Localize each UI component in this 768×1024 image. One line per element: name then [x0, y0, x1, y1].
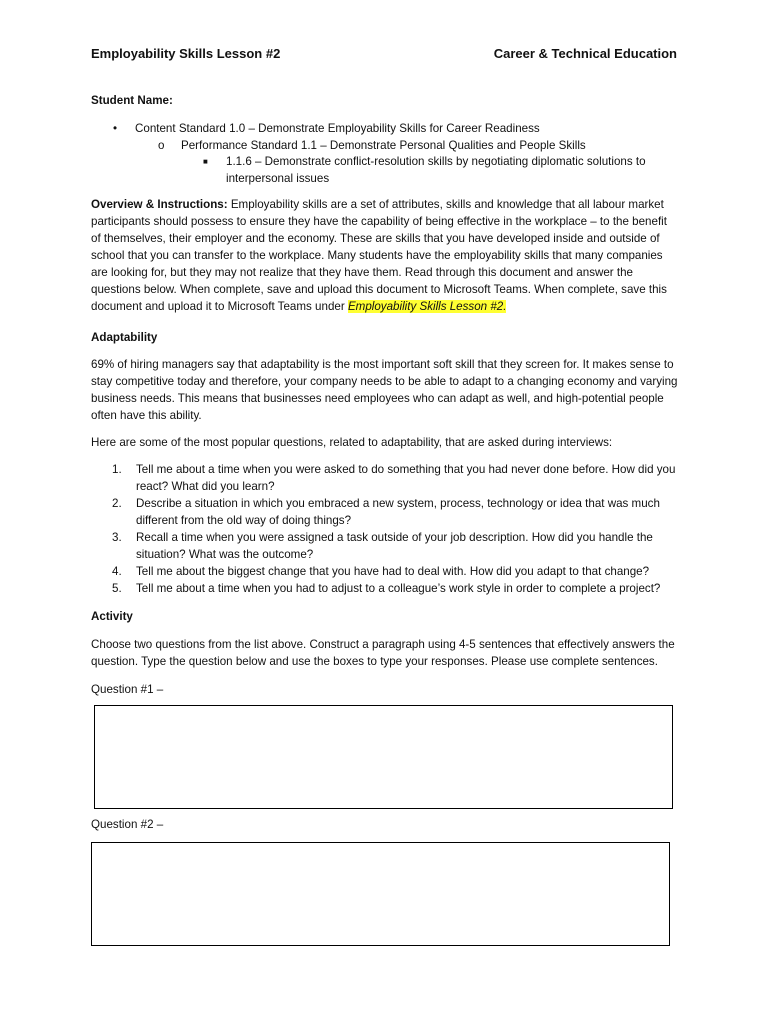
circle-bullet-icon: o	[158, 138, 165, 152]
question-text: Describe a situation in which you embraced a new system, process, technology or idea that was much different from the old way of doing things?	[136, 497, 660, 527]
content-standard-text: Content Standard 1.0 – Demonstrate Employability Skills for Career Readiness	[135, 122, 540, 135]
list-number: 5.	[112, 582, 122, 595]
bullet-icon: •	[113, 122, 118, 135]
overview-paragraph	[91, 196, 678, 315]
list-number: 3.	[112, 531, 122, 544]
content-standard	[91, 121, 681, 138]
activity-heading: Activity	[91, 610, 133, 623]
question-2-response-box[interactable]	[91, 842, 670, 946]
adaptability-heading: Adaptability	[91, 331, 158, 344]
square-bullet-icon: ■	[203, 157, 208, 166]
list-item	[91, 529, 681, 563]
question-text: Tell me about a time when you had to adjust to a colleague’s work style in order to complete a project?	[136, 582, 661, 595]
sub-standard-line2: interpersonal issues	[226, 171, 330, 185]
list-number: 2.	[112, 497, 122, 510]
list-item	[91, 495, 681, 529]
sub-standard	[91, 154, 681, 187]
department-title: Career & Technical Education	[493, 46, 677, 61]
performance-standard-text: Performance Standard 1.1 – Demonstrate Personal Qualities and People Skills	[181, 138, 586, 152]
adaptability-paragraph: 69% of hiring managers say that adaptability is the most important soft skill that they screen for. It makes sense to stay competitive today and therefore, your company needs to be able to adapt to a changing economy and varying business needs. This means that businesses need employees who can adapt as well, and high-potential people often have this ability.	[91, 358, 678, 422]
question-2-label: Question #2 –	[91, 818, 164, 831]
activity-paragraph: Choose two questions from the list above. Construct a paragraph using 4-5 sentences that effectively answers the question. Type the question below and use the boxes to type your responses. Please use complete sentences.	[91, 638, 675, 668]
student-name-label: Student Name:	[91, 94, 173, 107]
question-1-label: Question #1 –	[91, 683, 164, 696]
question-1-response-box[interactable]	[94, 705, 673, 809]
question-text: Tell me about a time when you were asked to do something that you had never done before. How did you react? What did you learn?	[136, 463, 676, 493]
questions-intro: Here are some of the most popular questions, related to adaptability, that are asked during interviews:	[91, 436, 613, 449]
overview-label: Overview & Instructions:	[91, 198, 228, 211]
lesson-title: Employability Skills Lesson #2	[91, 46, 281, 61]
performance-standard	[91, 138, 681, 155]
question-text: Tell me about the biggest change that you have had to deal with. How did you adapt to that change?	[136, 565, 650, 578]
sub-standard-line1: 1.1.6 – Demonstrate conflict-resolution skills by negotiating diplomatic solutions to	[226, 155, 646, 168]
overview-text: Employability skills are a set of attributes, skills and knowledge that all labour market participants should possess to ensure they have the capability of being effective in the workplace – to the benefit of themselves, their employer and the economy. These are skills that you have developed inside and outside of school that you can transfer to the workplace. Many students have the employability skills that many companies are looking for, but they may not realize that they have them. Read through this document and answer the questions below. When complete, save and upload this document to Microsoft Teams. When complete, save this document and upload it to Microsoft Teams under	[91, 198, 667, 313]
question-text: Recall a time when you were assigned a task outside of your job description. How did you handle the situation? What was the outcome?	[136, 531, 653, 561]
questions-list	[91, 461, 681, 597]
page-header	[91, 46, 677, 64]
highlighted-lesson-name: Employability Skills Lesson #2.	[347, 300, 507, 313]
list-item	[91, 563, 681, 580]
standards-list	[91, 121, 681, 187]
list-item	[91, 580, 681, 597]
list-number: 4.	[112, 565, 122, 578]
list-number: 1.	[112, 463, 122, 476]
list-item	[91, 461, 681, 495]
